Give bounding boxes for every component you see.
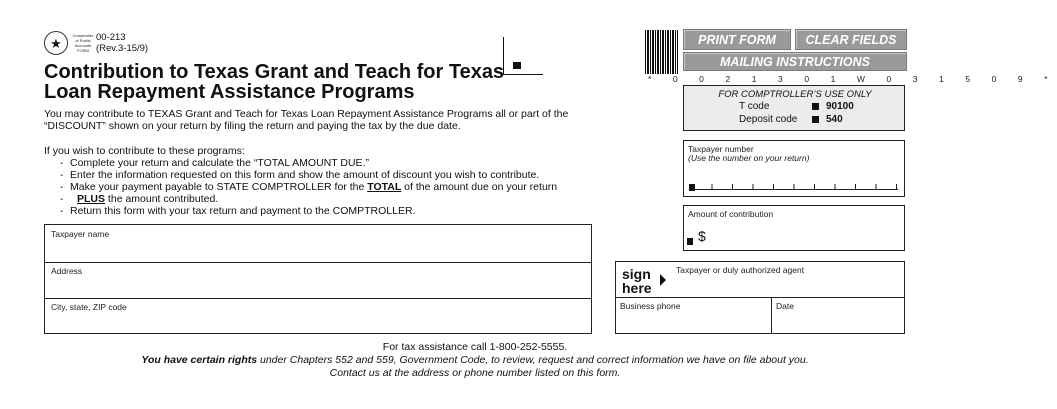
form-revision: (Rev.3-15/9) xyxy=(96,43,149,54)
deposit-code-marker-icon xyxy=(812,116,819,123)
divider xyxy=(45,262,591,263)
divider xyxy=(45,298,591,299)
address-label: Address xyxy=(51,266,83,276)
instructions-intro: If you wish to contribute to these programs: xyxy=(44,145,245,157)
rights-text: under Chapters 552 and 559, Government Code, to review, request and correct information we have on file about you. xyxy=(257,354,809,366)
intro-paragraph: You may contribute to TEXAS Grant and Teach for Texas Loan Repayment Assistance Programs all or part of the “DISCOUNT” shown on your return by filing the return and paying the tax by the due date. xyxy=(44,108,569,132)
business-phone-label: Business phone xyxy=(620,301,681,311)
instruction-text: the amount contributed. xyxy=(105,193,219,205)
plus-emphasis: PLUS xyxy=(77,193,106,205)
t-code-value: 90100 xyxy=(826,101,854,112)
total-emphasis: TOTAL xyxy=(367,181,402,193)
print-form-button[interactable]: PRINT FORM xyxy=(683,29,791,50)
page-title: Contribution to Texas Grant and Teach for Texas Loan Repayment Assistance Programs xyxy=(44,61,505,103)
t-code-label: T code xyxy=(739,101,770,112)
sign-here-label xyxy=(622,267,652,295)
contact-line: Contact us at the address or phone number listed on this form. xyxy=(329,367,621,379)
city-state-zip-label: City, state, ZIP code xyxy=(51,302,127,312)
deposit-code-label: Deposit code xyxy=(739,114,798,125)
amount-contribution-box xyxy=(683,205,905,251)
comptroller-use-title: FOR COMPTROLLER’S USE ONLY xyxy=(718,89,872,100)
taxpayer-number-hint: (Use the number on your return) xyxy=(688,153,810,163)
date-label: Date xyxy=(776,301,794,311)
address-input[interactable] xyxy=(51,279,581,295)
currency-symbol: $ xyxy=(698,228,706,244)
clear-fields-button[interactable]: CLEAR FIELDS xyxy=(795,29,907,50)
taxpayer-name-input[interactable] xyxy=(51,242,581,258)
t-code-value-row xyxy=(812,101,854,112)
deposit-code-value: 540 xyxy=(826,114,843,125)
sign-word: sign xyxy=(622,266,651,282)
taxpayer-name-label: Taxpayer name xyxy=(51,229,110,239)
taxpayer-number-input[interactable] xyxy=(693,184,898,190)
taxpayer-number-box xyxy=(683,140,905,197)
divider xyxy=(771,297,772,333)
registration-corner-mark xyxy=(503,37,543,75)
signature-box xyxy=(615,261,905,334)
instruction-continuation xyxy=(60,193,620,205)
signature-label: Taxpayer or duly authorized agent xyxy=(676,265,805,275)
instruction-step: - Enter the information requested on this form and show the amount of discount you wish to contribute. xyxy=(60,169,620,181)
rights-emphasis: You have certain rights xyxy=(141,354,258,366)
form-number-block xyxy=(96,32,148,54)
city-state-zip-input[interactable] xyxy=(51,315,581,331)
deposit-code-value-row xyxy=(812,114,843,125)
barcode-icon xyxy=(645,30,678,74)
business-phone-input[interactable] xyxy=(620,314,765,330)
taxpayer-number-label: Taxpayer number xyxy=(688,144,754,154)
amount-contribution-label: Amount of contribution xyxy=(688,209,774,219)
t-code-marker-icon xyxy=(812,103,819,110)
here-word: here xyxy=(622,280,652,296)
sign-arrow-icon xyxy=(660,274,666,286)
barcode-number: * 0 0 2 1 3 0 1 W 0 3 1 5 0 9 * xyxy=(648,74,1057,84)
instruction-step: - Complete your return and calculate the “TOTAL AMOUNT DUE.” xyxy=(60,157,620,169)
rights-line xyxy=(0,354,950,366)
instructions-list xyxy=(60,157,620,217)
seal-caption: Comptroller of Public Accounts FORM xyxy=(72,33,94,53)
amount-contribution-input[interactable] xyxy=(712,230,892,246)
instruction-text: Make your payment payable to STATE COMPTROLLER for the xyxy=(70,181,368,193)
instruction-text: of the amount due on your return xyxy=(401,181,558,193)
signature-input[interactable] xyxy=(676,278,896,294)
registration-square xyxy=(513,62,521,69)
comptroller-seal-icon: ★ xyxy=(44,31,68,55)
mailing-instructions-button[interactable]: MAILING INSTRUCTIONS xyxy=(683,52,907,71)
divider xyxy=(616,297,904,298)
instruction-step: - Return this form with your tax return and payment to the COMPTROLLER. xyxy=(60,205,620,217)
form-number: 00-213 xyxy=(96,32,126,43)
date-input[interactable] xyxy=(776,314,900,330)
amount-marker-icon xyxy=(687,238,693,245)
tax-assistance-line: For tax assistance call 1-800-252-5555. xyxy=(382,341,568,353)
instruction-step xyxy=(60,181,620,193)
comptroller-use-box xyxy=(683,85,905,131)
taxpayer-info-box xyxy=(44,224,592,334)
